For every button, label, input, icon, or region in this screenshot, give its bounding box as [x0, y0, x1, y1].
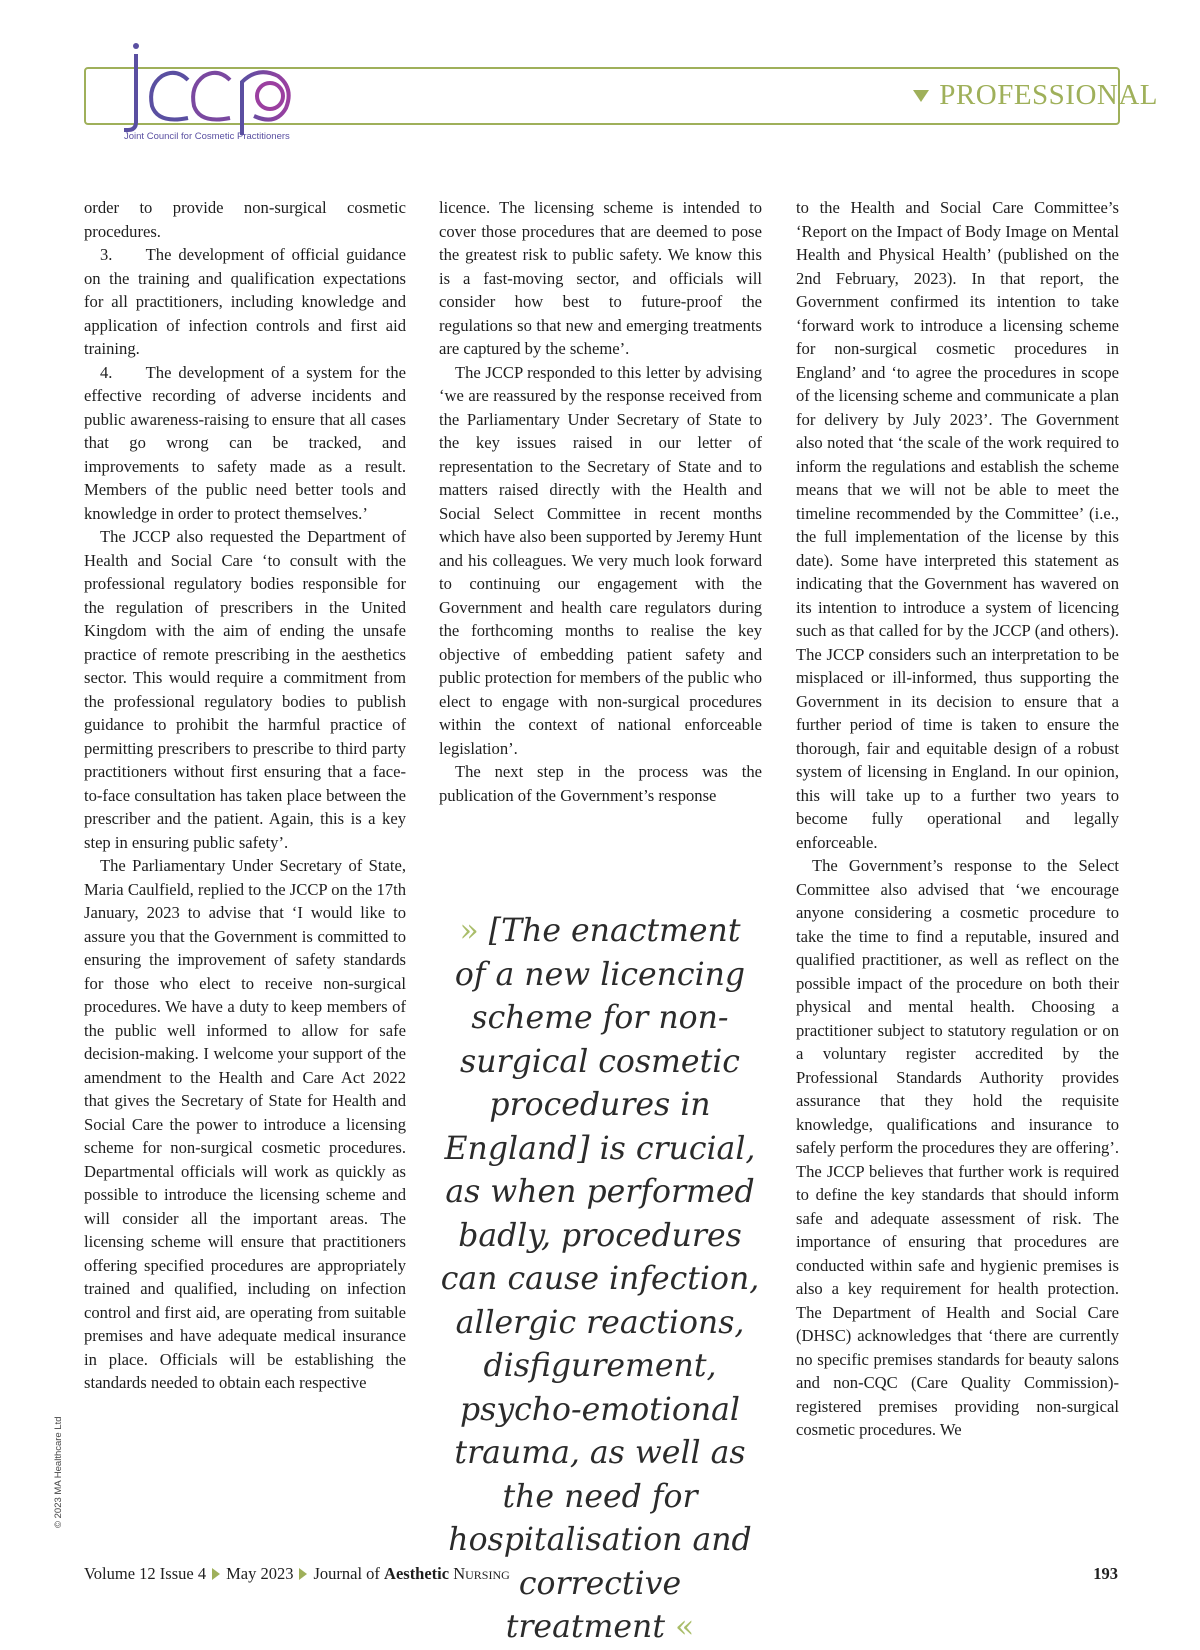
paragraph: licence. The licensing scheme is intended to cover those procedures that are deemed to pose the greatest risk to public safety. We know this is a fast-moving sector, and officials will consider how best to future-proof the regulations so that new and emerging treatments are captured by the scheme’.: [439, 198, 762, 358]
paragraph: to the Health and Social Care Committee’s ‘Report on the Impact of Body Image on Mental Health and Physical Health’ (published on the 2nd February, 2023). In that report, the Government confirmed its intention to take ‘forward work to introduce a licensing scheme for non-surgical cosmetic procedures in England’ and ‘to agree the procedures in scope of the licensing scheme and communicate a plan for delivery by July 2023’. The Government also noted that ‘the scale of the work required to inform the regulations and establish the scheme means that we will not be able to meet the timeline recommended by the Committee’ (i.e., the full implementation of the license by this date). Some have interpreted this statement as indicating that the Government has wavered on its intention to introduce a system of licencing such as that called for by the JCCP (and others). The JCCP considers such an interpretation to be misplaced or ill-informed, thus supporting the Government in its decision to ensure that a further period of time is taken to ensure the thorough, fair and equitable design of a robust system of licensing in England. In our opinion, this will take up to a further two years to become fully operational and legally enforceable.: [796, 198, 1119, 852]
section-label-text: PROFESSIONAL: [939, 79, 1158, 111]
logo-subtitle: Joint Council for Cosmetic Practitioners: [124, 131, 290, 142]
pull-quote: [440, 910, 760, 1650]
body-column-2: [439, 196, 762, 807]
section-label: [913, 79, 1158, 112]
paragraph: The Parliamentary Under Secretary of State, Maria Caulfield, replied to the JCCP on the 17th January, 2023 to advise that ‘I would like to assure you that the Government is committed to ensuring the improvement of safety standards for those who elect to receive non-surgical procedures. We have a duty to keep members of the public well informed to allow for safe decision-making. I welcome your support of the amendment to the Health and Care Act 2022 that gives the Secretary of State for Health and Social Care the power to introduce a licensing scheme for non-surgical cosmetic procedures. Departmental officials will work as quickly as possible to introduce the licensing scheme and will consider all the important areas. The licensing scheme will ensure that practitioners offering specified procedures are appropriately trained and qualified, including on infection control and first aid, are operating from suitable premises and have adequate medical insurance in place. Officials will be establishing the standards needed to obtain each respective: [84, 856, 406, 1392]
footer: [84, 1564, 510, 1584]
footer-journal-prefix: Journal of: [313, 1564, 380, 1583]
paragraph: The JCCP responded to this letter by advising ‘we are reassured by the response received from the Parliamentary Under Secretary of State to the key issues raised in our letter of representation to the Secretary of State and to matters raised directly with the Health and Social Select Committee in recent months which have also been supported by Jeremy Hunt and his colleagues. We very much look forward to continuing our engagement with the Government and health care regulators during the forthcoming months to realise the key objective of embedding patient safety and public protection for members of the public who elect to engage with non-surgical procedures within the context of national enforceable legislation’.: [439, 362, 762, 758]
triangle-right-icon: [299, 1568, 307, 1580]
footer-volume: Volume 12 Issue 4: [84, 1564, 207, 1583]
footer-journal-suffix: Nursing: [453, 1564, 510, 1583]
quote-close-mark: «: [675, 1609, 695, 1645]
triangle-down-icon: [913, 90, 929, 102]
pull-quote-text: [The enactment of a new licencing scheme for non-surgical cosmetic procedures in England] is crucial, as when performed badly, procedures can cause infection, allergic reactions, disfigurement, psycho-emotional trauma, as well as the need for hospitalisation and corrective treatment: [440, 913, 760, 1645]
page-number: 193: [1093, 1564, 1118, 1583]
paragraph: The next step in the process was the publication of the Government’s response: [439, 762, 762, 805]
paragraph: The JCCP also requested the Department of Health and Social Care ‘to consult with the professional regulatory bodies responsible for the regulation of prescribers in the United Kingdom with the aim of ending the unsafe practice of remote prescribing in the aesthetics sector. This would require a commitment from the professional regulatory bodies to publish guidance to prohibit the harmful practice of permitting prescribers to prescribe to third party practitioners without first ensuring that a face-to-face consultation has taken place between the prescriber and the patient. Again, this is a key step in ensuring public safety’.: [84, 527, 406, 852]
body-column-3: [796, 196, 1119, 1442]
paragraph: order to provide non-surgical cosmetic procedures.: [84, 198, 406, 241]
copyright-note: © 2023 MA Healthcare Ltd: [53, 1416, 64, 1528]
quote-open-mark: »: [459, 913, 479, 949]
paragraph: 4. The development of a system for the effective recording of adverse incidents and public awareness-raising to ensure that all cases that go wrong can be tracked, and improvements to safety made as a result. Members of the public need better tools and knowledge in order to protect themselves.’: [84, 362, 406, 523]
footer-journal-bold: Aesthetic: [384, 1564, 450, 1583]
paragraph: 3. The development of official guidance on the training and qualification expectations for all practitioners, including knowledge and application of infection controls and first aid training.: [84, 245, 406, 358]
triangle-right-icon: [212, 1568, 220, 1580]
paragraph: The Government’s response to the Select Committee also advised that ‘we encourage anyone considering a cosmetic procedure to take the time to find a reputable, insured and qualified practitioner, as well as reflect on the possible impact of the procedure on both their physical and mental health. Choosing a practitioner subject to statutory regulation or on a voluntary register accredited by the Professional Standards Authority provides assurance that they hold the requisite knowledge, qualifications and insurance to safely perform the procedures they are offering’. The JCCP believes that further work is required to define the key standards that should inform safe and adequate assessment of risk. The importance of ensuring that procedures are conducted within safe and hygienic premises is also a key requirement for health protection. The Department of Health and Social Care (DHSC) acknowledges that ‘there are currently no specific premises standards for beauty salons and non-CQC (Care Quality Commission)-registered premises providing non-surgical cosmetic procedures. We: [796, 856, 1119, 1439]
body-column-1: [84, 196, 406, 1395]
footer-date: May 2023: [226, 1564, 294, 1583]
